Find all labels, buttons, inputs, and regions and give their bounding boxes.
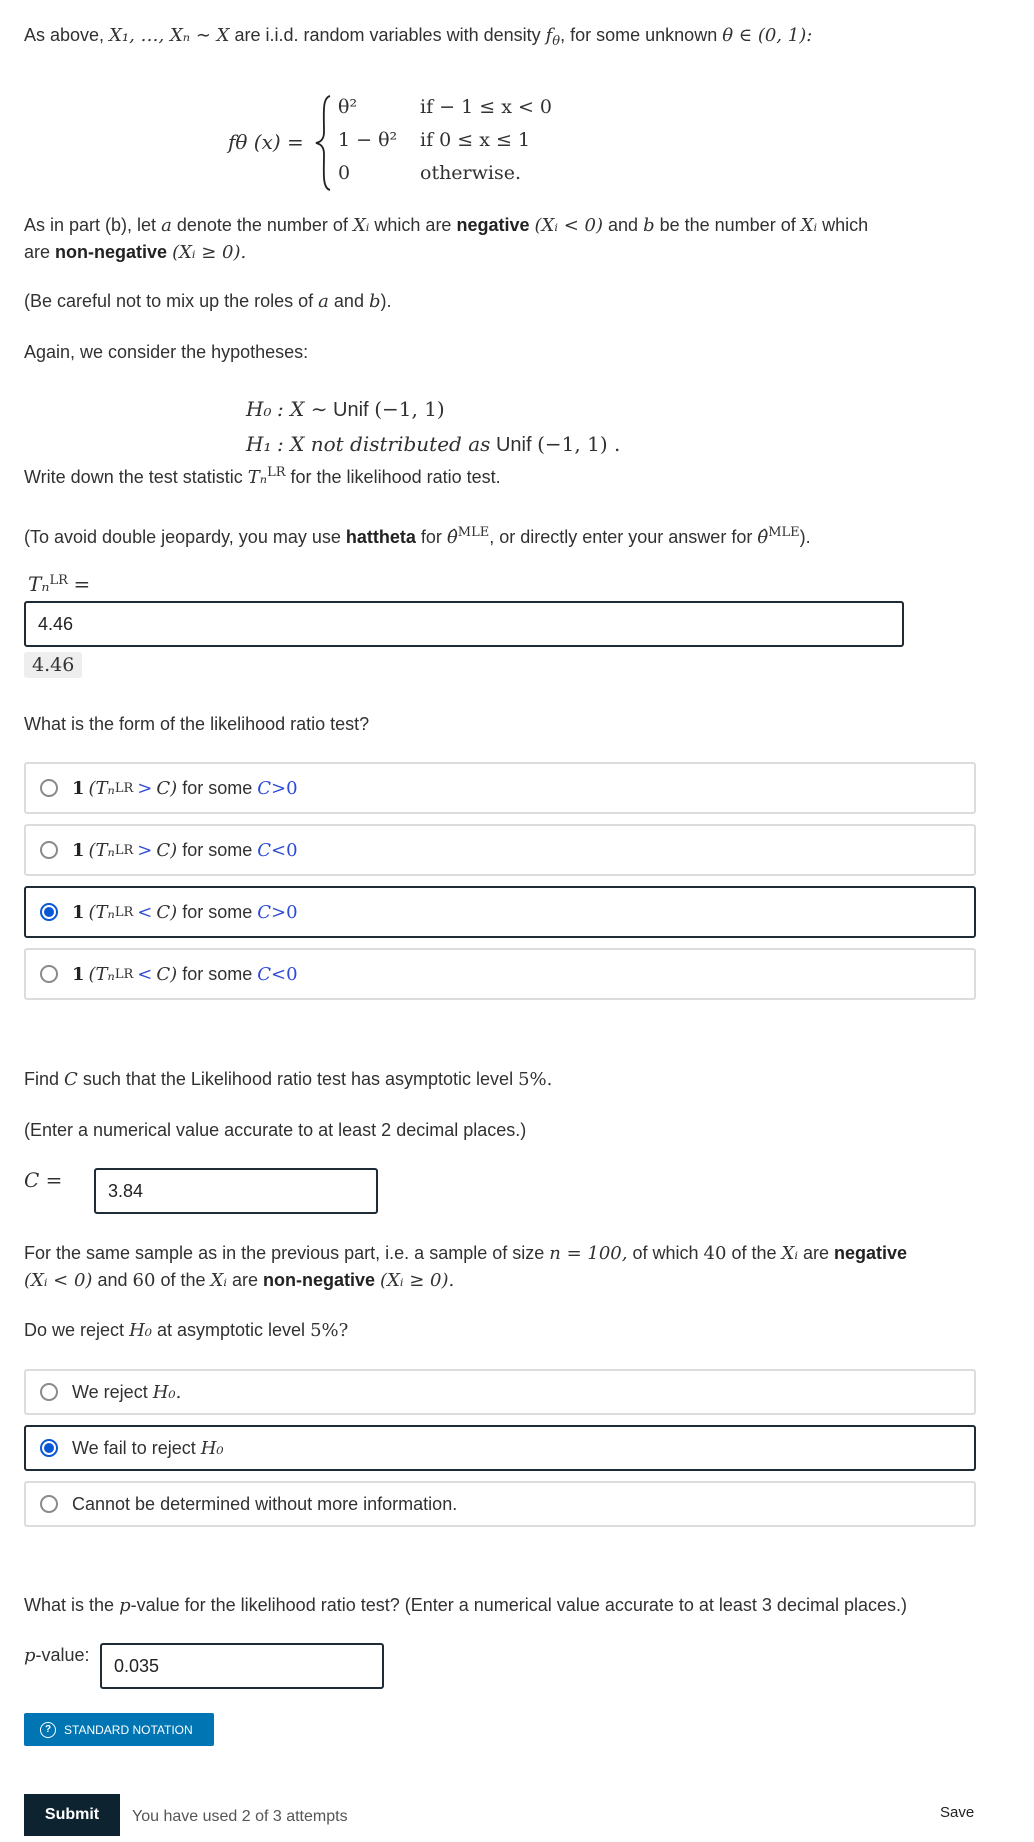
- test-statistic-preview: 4.46: [24, 652, 82, 678]
- jeopardy-note: (To avoid double jeopardy, you may use hattheta for θ̂$^{MLE}$, or directly enter your answer for θ̂$^{MLE}$).: [24, 525, 811, 548]
- form-option-3[interactable]: 1 (Tₙ LR < C) for some C >0: [24, 886, 976, 938]
- radio-selected-icon[interactable]: [40, 903, 58, 921]
- density-row-2-cond: if 0 ≤ x ≤ 1: [420, 129, 531, 151]
- intro-text: As above, X₁, …, Xₙ ∼ X are i.i.d. random variables with density $f_\theta$, for some unknown θ ∈ (0, 1):: [24, 25, 813, 49]
- save-button[interactable]: Save: [940, 1804, 975, 1821]
- density-lhs: fθ (x) =: [228, 130, 304, 154]
- hypothesis-h1: H₁ : X not distributed as Unif (−1, 1) .: [246, 432, 621, 456]
- find-c-prompt: Find C such that the Likelihood ratio test has asymptotic level 5%.: [24, 1069, 553, 1090]
- help-icon: ?: [40, 1722, 56, 1738]
- test-statistic-label: Tₙ$^{LR}$ =: [28, 572, 91, 596]
- radio-icon[interactable]: [40, 965, 58, 983]
- form-option-2[interactable]: 1 (Tₙ LR > C) for some C <0: [24, 824, 976, 876]
- density-row-1-value: θ²: [338, 96, 358, 118]
- c-label: C =: [24, 1168, 63, 1192]
- careful-note: (Be careful not to mix up the roles of a and b).: [24, 291, 392, 312]
- density-equation: [228, 92, 608, 192]
- left-brace-icon: [314, 94, 334, 192]
- attempts-counter: You have used 2 of 3 attempts: [132, 1808, 348, 1825]
- submit-button[interactable]: Submit: [24, 1794, 120, 1836]
- pvalue-question: What is the p-value for the likelihood ratio test? (Enter a numerical value accurate to at least 3 decimal places.): [24, 1595, 907, 1616]
- density-row-3-value: 0: [338, 162, 351, 184]
- radio-icon[interactable]: [40, 1495, 58, 1513]
- reject-option-2[interactable]: We fail to reject H₀: [24, 1425, 976, 1471]
- hypothesis-h0: H₀ : X ∼ Unif (−1, 1): [246, 397, 445, 421]
- density-row-2-value: 1 − θ²: [338, 129, 398, 151]
- standard-notation-button[interactable]: ? STANDARD NOTATION: [24, 1713, 214, 1746]
- accuracy-note: (Enter a numerical value accurate to at least 2 decimal places.): [24, 1120, 527, 1140]
- form-question: What is the form of the likelihood ratio test?: [24, 714, 370, 734]
- reject-question: Do we reject H₀ at asymptotic level 5%?: [24, 1320, 349, 1341]
- reject-option-3[interactable]: Cannot be determined without more information.: [24, 1481, 976, 1527]
- hypotheses: [246, 392, 620, 462]
- radio-icon[interactable]: [40, 779, 58, 797]
- test-statistic-input[interactable]: 4.46: [24, 601, 904, 647]
- pvalue-label: p-value:: [24, 1645, 90, 1666]
- form-option-1[interactable]: 1 (Tₙ LR > C) for some C >0: [24, 762, 976, 814]
- pvalue-input[interactable]: 0.035: [100, 1643, 384, 1689]
- form-option-4[interactable]: 1 (Tₙ LR < C) for some C <0: [24, 948, 976, 1000]
- radio-icon[interactable]: [40, 841, 58, 859]
- sample-description: For the same sample as in the previous part, i.e. a sample of size n = 100, of which 40 of the Xᵢ are negative (Xᵢ < 0) and 60 of the Xᵢ are non-negative (Xᵢ ≥ 0).: [24, 1243, 908, 1291]
- hypotheses-intro: Again, we consider the hypotheses:: [24, 342, 309, 362]
- test-statistic-prompt: Write down the test statistic Tₙ$^{LR}$ for the likelihood ratio test.: [24, 465, 501, 488]
- part-b-text: As in part (b), let a denote the number of Xᵢ which are negative (Xᵢ < 0) and b be the number of Xᵢ which are non-negative (Xᵢ ≥ 0).: [24, 215, 869, 263]
- reject-option-1[interactable]: We reject H₀.: [24, 1369, 976, 1415]
- density-row-1-cond: if − 1 ≤ x < 0: [420, 96, 552, 118]
- radio-selected-icon[interactable]: [40, 1439, 58, 1457]
- radio-icon[interactable]: [40, 1383, 58, 1401]
- c-input[interactable]: 3.84: [94, 1168, 378, 1214]
- density-row-3-cond: otherwise.: [420, 162, 522, 184]
